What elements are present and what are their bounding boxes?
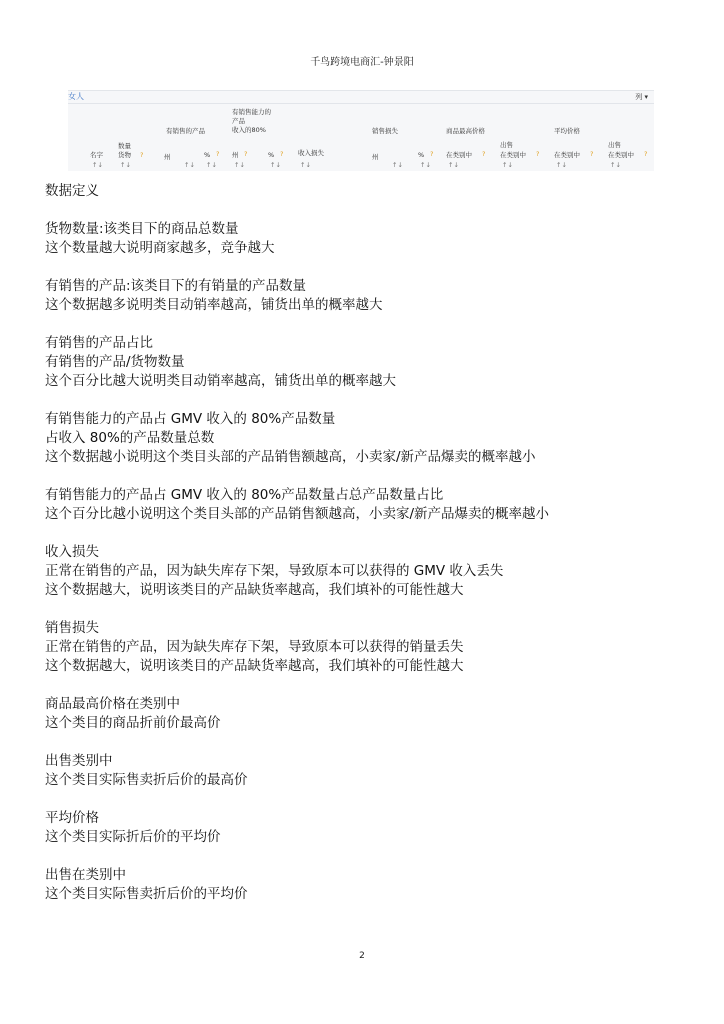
help-icon: ? bbox=[280, 150, 284, 158]
capable-header-2: 产品 bbox=[232, 117, 245, 125]
definition-line: 出售在类别中 bbox=[45, 867, 126, 883]
revenue-loss-header: 收入损失 bbox=[298, 149, 324, 157]
sold-in-header-2: 出售 bbox=[608, 141, 621, 149]
definitions-body bbox=[45, 182, 685, 904]
help-icon: ? bbox=[244, 150, 248, 158]
definition-line: 这个数据越多说明类目动销率越高，铺货出单的概率越大 bbox=[45, 297, 383, 313]
col-incat2: 在类别中 bbox=[500, 151, 526, 159]
col-goods: 货物 bbox=[118, 151, 131, 159]
definition-block bbox=[45, 809, 685, 847]
definition-line: 有销售的产品占比 bbox=[45, 335, 153, 351]
max-price-header: 商品最高价格 bbox=[446, 127, 485, 135]
col-zhou2: 州 bbox=[232, 151, 239, 159]
table-screenshot bbox=[68, 90, 654, 171]
col-incat3: 在类别中 bbox=[554, 151, 580, 159]
definition-line: 占收入 80%的产品数量总数 bbox=[45, 430, 215, 446]
sort-icon: ↑↓ bbox=[556, 161, 567, 169]
sort-icon: ↑↓ bbox=[120, 161, 131, 169]
sort-icon: ↑↓ bbox=[234, 161, 245, 169]
col-pct3: % bbox=[418, 151, 425, 159]
help-icon: ? bbox=[430, 150, 434, 158]
columns-menu: 列 ▾ bbox=[635, 93, 648, 101]
sort-icon: ↑↓ bbox=[502, 161, 513, 169]
col-incat4: 在类别中 bbox=[608, 151, 634, 159]
definition-line: 有销售的产品/货物数量 bbox=[45, 354, 185, 370]
sort-icon: ↑↓ bbox=[420, 161, 431, 169]
page-header: 千鸟跨境电商汇-钟景阳 bbox=[310, 57, 414, 68]
definition-line: 这个类目实际售卖折后价的最高价 bbox=[45, 772, 248, 788]
col-zhou3: 州 bbox=[372, 153, 379, 161]
definition-block bbox=[45, 619, 685, 676]
definition-line: 有销售的产品:该类目下的有销量的产品数量 bbox=[45, 278, 307, 294]
definition-block bbox=[45, 752, 685, 790]
definition-line: 出售类别中 bbox=[45, 753, 113, 769]
definition-line: 这个数据越大，说明该类目的产品缺货率越高，我们填补的可能性越大 bbox=[45, 658, 464, 674]
sort-icon: ↑↓ bbox=[270, 161, 281, 169]
qty-header: 数量 bbox=[118, 142, 131, 150]
section-title: 数据定义 bbox=[45, 183, 99, 199]
definition-line: 这个数量越大说明商家越多，竞争越大 bbox=[45, 240, 275, 256]
definition-line: 平均价格 bbox=[45, 810, 99, 826]
definition-line: 这个百分比越小说明这个类目头部的产品销售额越高，小卖家/新产品爆卖的概率越小 bbox=[45, 506, 550, 522]
sort-icon: ↑↓ bbox=[392, 161, 403, 169]
definition-line: 销售损失 bbox=[45, 620, 99, 636]
help-icon: ? bbox=[590, 150, 594, 158]
capable-header-3: 收入的80% bbox=[232, 126, 266, 134]
help-icon: ? bbox=[216, 150, 220, 158]
divider bbox=[68, 103, 654, 104]
page-number: 2 bbox=[359, 951, 365, 961]
definition-line: 有销售能力的产品占 GMV 收入的 80%产品数量 bbox=[45, 411, 336, 427]
definition-block bbox=[45, 486, 685, 524]
definition-line: 这个类目实际售卖折后价的平均价 bbox=[45, 886, 248, 902]
definition-line: 有销售能力的产品占 GMV 收入的 80%产品数量占总产品数量占比 bbox=[45, 487, 444, 503]
definition-block bbox=[45, 277, 685, 315]
definition-block bbox=[45, 410, 685, 467]
sales-loss-header: 销售损失 bbox=[372, 127, 398, 135]
col-zhou1: 州 bbox=[164, 153, 171, 161]
definition-block bbox=[45, 220, 685, 258]
sort-icon: ↑↓ bbox=[184, 161, 195, 169]
sold-in-header-1: 出售 bbox=[500, 141, 513, 149]
category-label: 女人 bbox=[68, 92, 84, 101]
definition-line: 收入损失 bbox=[45, 544, 99, 560]
definition-block bbox=[45, 334, 685, 391]
definition-line: 这个百分比越大说明类目动销率越高，铺货出单的概率越大 bbox=[45, 373, 396, 389]
avg-price-header: 平均价格 bbox=[554, 127, 580, 135]
help-icon: ? bbox=[536, 150, 540, 158]
col-pct2: % bbox=[268, 151, 275, 159]
help-icon: ? bbox=[140, 151, 144, 159]
col-name: 名字 bbox=[90, 151, 103, 159]
definition-line: 这个数据越小说明这个类目头部的产品销售额越高，小卖家/新产品爆卖的概率越小 bbox=[45, 449, 536, 465]
sold-header: 有销售的产品 bbox=[166, 127, 205, 135]
help-icon: ? bbox=[482, 150, 486, 158]
sort-icon: ↑↓ bbox=[448, 161, 459, 169]
definition-line: 正常在销售的产品，因为缺失库存下架，导致原本可以获得的销量丢失 bbox=[45, 639, 464, 655]
sort-icon: ↑↓ bbox=[92, 161, 103, 169]
definition-block bbox=[45, 543, 685, 600]
definition-line: 这个类目实际折后价的平均价 bbox=[45, 829, 221, 845]
definition-line: 商品最高价格在类别中 bbox=[45, 696, 180, 712]
help-icon: ? bbox=[644, 150, 648, 158]
sort-icon: ↑↓ bbox=[610, 161, 621, 169]
capable-header-1: 有销售能力的 bbox=[232, 108, 271, 116]
col-incat1: 在类别中 bbox=[446, 151, 472, 159]
col-pct1: % bbox=[204, 151, 211, 159]
definition-line: 正常在销售的产品，因为缺失库存下架，导致原本可以获得的 GMV 收入丢失 bbox=[45, 563, 504, 579]
definition-block bbox=[45, 695, 685, 733]
sort-icon: ↑↓ bbox=[300, 161, 311, 169]
definition-block bbox=[45, 866, 685, 904]
sort-icon: ↑↓ bbox=[206, 161, 217, 169]
definition-line: 这个数据越大，说明该类目的产品缺货率越高，我们填补的可能性越大 bbox=[45, 582, 464, 598]
definition-line: 这个类目的商品折前价最高价 bbox=[45, 715, 221, 731]
definition-line: 货物数量:该类目下的商品总数量 bbox=[45, 221, 239, 237]
